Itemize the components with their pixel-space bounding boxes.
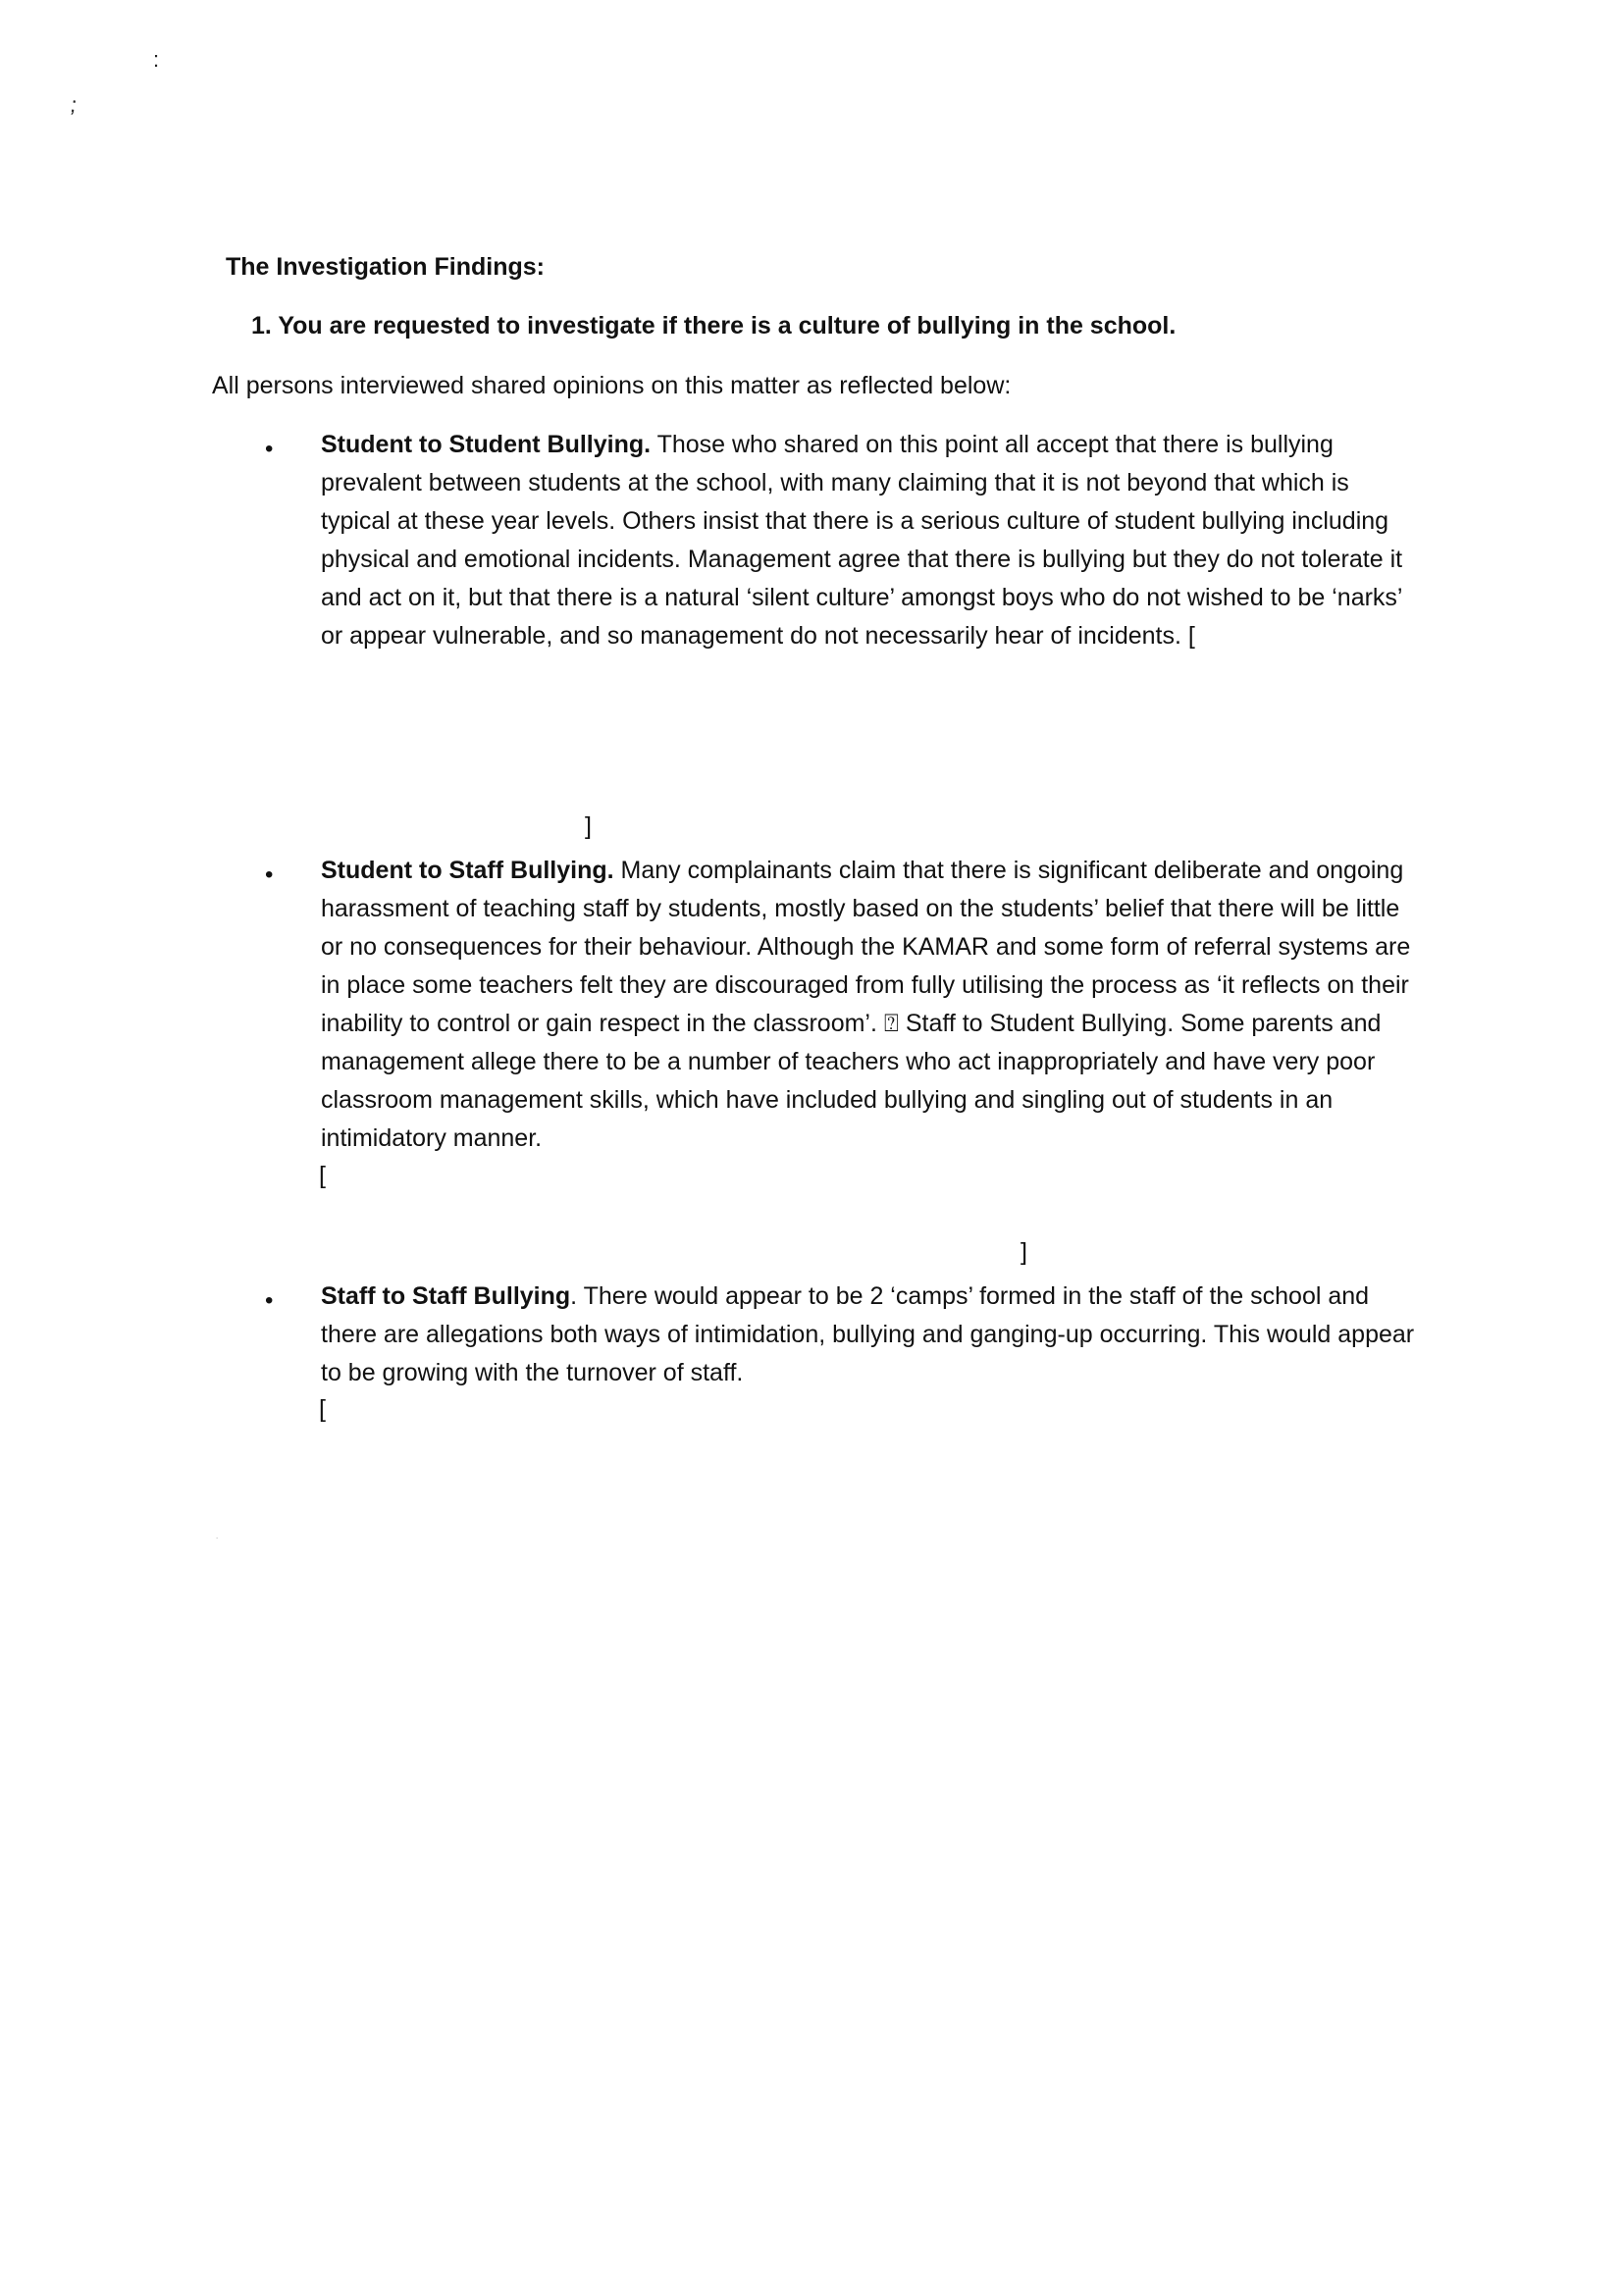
bullet-paragraph-staff-to-staff: [321, 1278, 1420, 1392]
section-heading: The Investigation Findings:: [226, 253, 545, 281]
bullet-dot: •: [265, 1287, 274, 1314]
bullet-title: Student to Student Bullying.: [321, 431, 652, 458]
bullet-text: Many complainants claim that there is significant deliberate and ongoing harassment of teaching staff by students, mostly based on the students’ belief that there will be little or no consequences for their behaviour. Although the KAMAR and some form of referral systems are in place some teachers felt they are discouraged from fully utilising the process as ‘it reflects on their inability to control or gain respect in the classroom’. ⍰ Staff to Student Bullying. Some parents and management allege there to be a number of teachers who act inappropriately and have very poor classroom management skills, which have included bullying and singling out of students in an intimidatory manner.: [321, 857, 1411, 1152]
scan-speck: ;: [68, 91, 79, 118]
bullet-paragraph-student-to-staff: [321, 852, 1420, 1158]
bullet-paragraph-student-to-student: [321, 426, 1420, 655]
scan-speck: :: [153, 47, 160, 72]
intro-paragraph: All persons interviewed shared opinions on this matter as reflected below:: [212, 372, 1012, 399]
numbered-item-1: 1. You are requested to investigate if there is a culture of bullying in the school.: [251, 312, 1177, 339]
redaction-open-bracket: [: [319, 1395, 326, 1423]
redaction-close-bracket: ]: [585, 812, 592, 840]
redaction-close-bracket: ]: [1021, 1238, 1027, 1266]
bullet-dot: •: [265, 861, 274, 888]
bullet-dot: •: [265, 436, 274, 462]
bullet-title: Staff to Staff Bullying: [321, 1282, 571, 1310]
scan-speck: .: [216, 1532, 219, 1540]
redaction-open-bracket: [: [319, 1162, 326, 1189]
bullet-text: Those who shared on this point all accept that there is bullying prevalent between students at the school, with many claiming that it is not beyond that which is typical at these year levels. Others insist that there is a serious culture of student bullying including physical and emotional incidents. Management agree that there is bullying but they do not tolerate it and act on it, but that there is a natural ‘silent culture’ amongst boys who do not wished to be ‘narks’ or appear vulnerable, and so management do not necessarily hear of incidents. [: [321, 431, 1403, 650]
bullet-text: . There would appear to be 2 ‘camps’ formed in the staff of the school and there are allegations both ways of intimidation, bullying and ganging-up occurring. This would appear to be growing with the turnover of staff.: [321, 1282, 1415, 1386]
bullet-title: Student to Staff Bullying.: [321, 857, 614, 884]
